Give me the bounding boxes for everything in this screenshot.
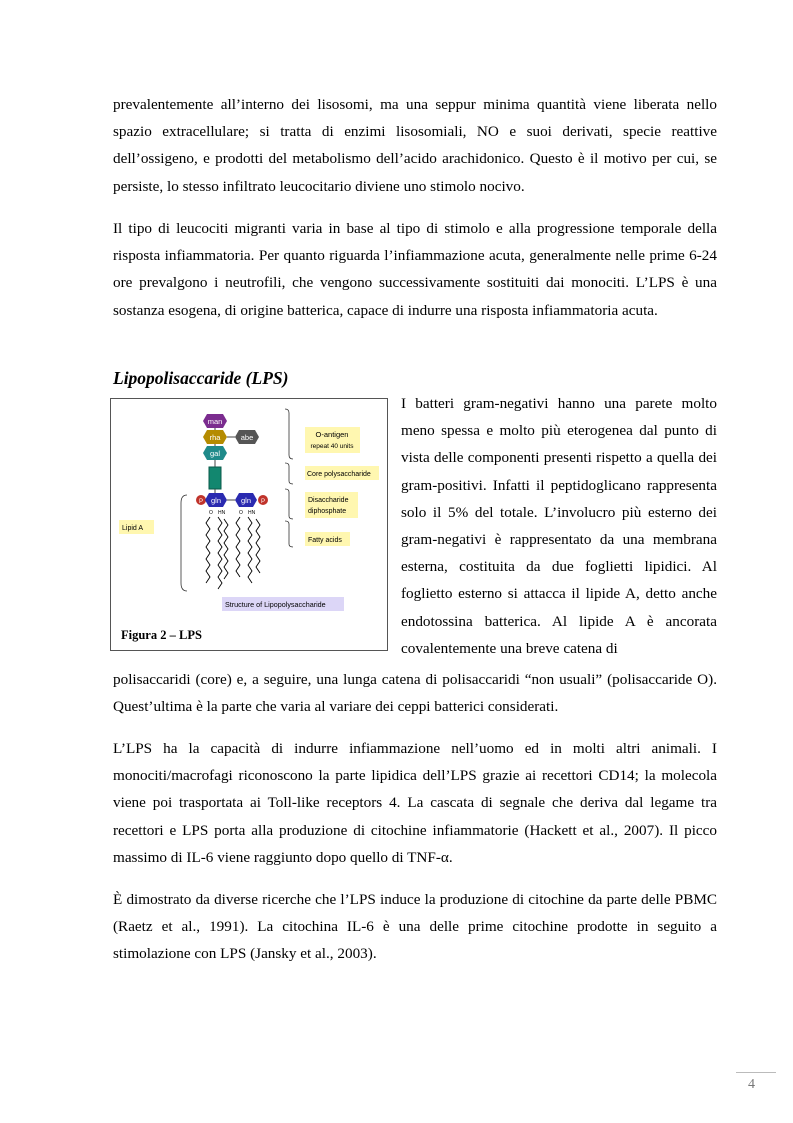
sugar-rha [203, 430, 227, 444]
sugar-gln-1 [205, 493, 227, 507]
svg-text:gln: gln [240, 496, 252, 505]
paragraph-3-side: I batteri gram-negativi hanno una parete molto meno spessa e molto più eterogenea dal punto di vista delle componenti presenti rispetto a quella dei gram-positivi. Infatti il peptidoglicano rappresenta solo il 5% del totale. L’involucro più esterno dei gram-negativi è rappresentato da una membrana esterna, costituita da due foglietti lipidici. Al foglietto esterno si attacca il lipide A, detto anche endotossina batterica. Al lipide A è ancorata covalentemente una breve catena di [401, 395, 717, 657]
section-heading: Lipopolisaccaride (LPS) [113, 368, 289, 388]
svg-text:Disaccharide: Disaccharide [308, 497, 349, 504]
lps-structure-diagram [111, 399, 387, 650]
fatty-acid-chains [206, 517, 260, 589]
svg-text:HN: HN [248, 510, 256, 516]
paragraph-2: Il tipo di leucociti migranti varia in base al tipo di stimolo e alla progressione temporale della risposta infiammatoria. Per quanto riguarda l’infiammazione acuta, generalmente nelle prime 6-24 ore prevalgono i neutrofili, che vengono successivamente sostituiti dai monociti. L’LPS è una sostanza esogena, di origine batterica, capace di indurre una risposta infiammatoria acuta. [113, 220, 717, 319]
svg-text:O-antigen: O-antigen [315, 430, 349, 439]
lps-figure [110, 398, 388, 651]
svg-text:Lipid A: Lipid A [122, 525, 144, 532]
svg-text:Core polysaccharide: Core polysaccharide [307, 471, 371, 478]
svg-text:gln: gln [210, 496, 222, 505]
svg-text:repeat 40 units: repeat 40 units [310, 443, 354, 450]
svg-text:O: O [239, 510, 243, 516]
figure-caption: Figura 2 – LPS [121, 628, 202, 642]
paragraph-1: prevalentemente all’interno dei lisosomi, ma una seppur minima quantità viene liberata nello spazio extracellulare; si tratta di enzimi lisosomiali, NO e suoi derivati, specie reattive dell’ossigeno, e prodotti del metabolismo dell’acido arachidonico. Questo è il motivo per cui, se persiste, lo stesso infiltrato leucocitario diviene uno stimolo nocivo. [113, 96, 717, 195]
svg-text:gal: gal [209, 449, 221, 458]
svg-text:P: P [260, 499, 266, 505]
sugar-man [203, 414, 227, 428]
svg-text:Structure of Lipopolysaccharid: Structure of Lipopolysaccharide [225, 600, 326, 609]
page-number: 4 [748, 1077, 755, 1092]
footer-divider [736, 1072, 776, 1073]
svg-text:Fatty acids: Fatty acids [308, 537, 342, 544]
svg-text:rha: rha [209, 433, 221, 442]
svg-text:abe: abe [240, 433, 254, 442]
core-block [209, 467, 221, 489]
svg-text:HN: HN [218, 510, 226, 516]
svg-text:diphosphate: diphosphate [308, 508, 347, 515]
sugar-abe [235, 430, 259, 444]
sugar-gln-2 [235, 493, 257, 507]
svg-text:O: O [209, 510, 213, 516]
sugar-gal [203, 446, 227, 460]
svg-text:man: man [207, 417, 223, 426]
paragraph-3-continued: polisaccaridi (core) e, a seguire, una lunga catena di polisaccaridi “non usuali” (polisaccaride O). Quest’ultima è la parte che varia al variare dei ceppi batterici considerati. [113, 671, 717, 716]
svg-text:P: P [198, 499, 204, 505]
paragraph-4: L’LPS ha la capacità di indurre infiammazione nell’uomo ed in molti altri animali. I monociti/macrofagi riconoscono la parte lipidica dell’LPS grazie ai recettori CD14; la molecola viene poi trasportata ai Toll-like receptors 4. La cascata di segnale che deriva dal legame tra recettori e LPS porta alla produzione di citochine infiammatorie (Hackett et al., 2007). Il picco massimo di IL-6 viene raggiunto dopo quello di TNF-α. [113, 740, 717, 866]
paragraph-5: È dimostrato da diverse ricerche che l’LPS induce la produzione di citochine da parte delle PBMC (Raetz et al., 1991). La citochina IL-6 è una delle prime citochine prodotte in seguito a stimolazione con LPS (Jansky et al., 2003). [113, 891, 717, 963]
